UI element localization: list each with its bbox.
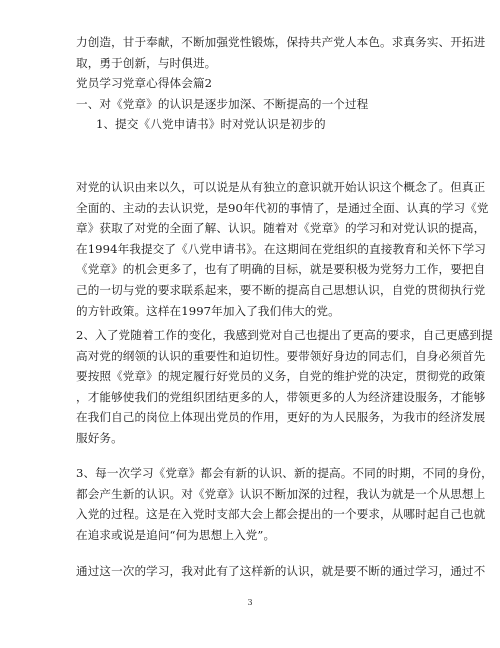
text-line: 通过这一次的学习，我对此有了这样新的认识，就是要不断的通过学习，通过不 (76, 564, 486, 578)
text-line: 章》获取了对党的全面了解、认识。随着对《党章》的学习和对党认识的提高， (76, 221, 486, 236)
paragraph-3 (76, 463, 493, 545)
section-title: 党员学习党章心得体会篇2 (76, 76, 213, 91)
text-line: 在我们自己的岗位上体现出党员的作用，更好的为人民服务，为我市的经济发展 (76, 410, 486, 425)
paragraph-1 (76, 177, 489, 321)
heading-1-1: 1、提交《八党申请书》时对党认识是初步的 (96, 117, 326, 132)
text-line: 服好务。 (76, 430, 123, 445)
heading-1: 一、对《党章》的认识是逐步加深、不断提高的一个过程 (76, 96, 369, 111)
text-line: 在1994年我提交了《八党申请书》。在这期间在党组织的直接教育和关怀下学习 (76, 241, 487, 256)
text-line: 都会产生新的认识。对《党章》认识不断加深的过程，我认为就是一个从思想上 (76, 486, 486, 501)
text-line: 《党章》的机会更多了，也有了明确的目标，就是要积极为党努力工作，要把自 (76, 262, 486, 277)
text-line: 3、每一次学习《党章》都会有新的认识、新的提高。不同的时期，不同的身份， (76, 466, 493, 480)
text-line: 要按照《党章》的规定履行好党员的义务，自党的维护党的决定，贯彻党的政策 (76, 369, 486, 384)
text-line: 的方针政策。这样在1997年加入了我们伟大的党。 (76, 303, 340, 318)
text-line: 入党的过程。这是在入党时支部大会上都会提出的一个要求，从哪时起自己也就 (76, 507, 486, 522)
text-line: 在追求或说是追问“何为思想上入党”。 (76, 527, 276, 542)
text-line: 高对党的纲领的认识的重要性和迫切性。要带领好身边的同志们，自身必须首先 (76, 348, 486, 363)
text-line: 己的一切与党的要求联系起来，要不断的提高自己思想认识，自党的贯彻执行党 (76, 282, 486, 297)
text-line: 力创造，甘于奉献，不断加强党性锻炼，保持共产党人本色。求真务实、开拓进 (76, 35, 486, 49)
paragraph-2 (76, 325, 493, 449)
text-line: ，才能够使我们的党组织团结更多的人，带领更多的人为经济建设服务，才能够 (76, 389, 486, 404)
page-number: 3 (247, 598, 253, 607)
intro-paragraph (76, 32, 486, 135)
text-line: 取，勇于创新，与时俱进。 (76, 55, 217, 70)
paragraph-4 (76, 561, 486, 582)
text-line: 对党的认识由来以久，可以说是从有独立的意识就开始认识这个概念了。但真正 (76, 180, 486, 194)
text-line: 全面的、主动的去认识党，是90年代初的事情了，是通过全面、认真的学习《党 (76, 200, 489, 215)
text-line: 2、入了党随着工作的变化，我感到党对自己也提出了更高的要求，自己更感到提 (76, 328, 493, 342)
